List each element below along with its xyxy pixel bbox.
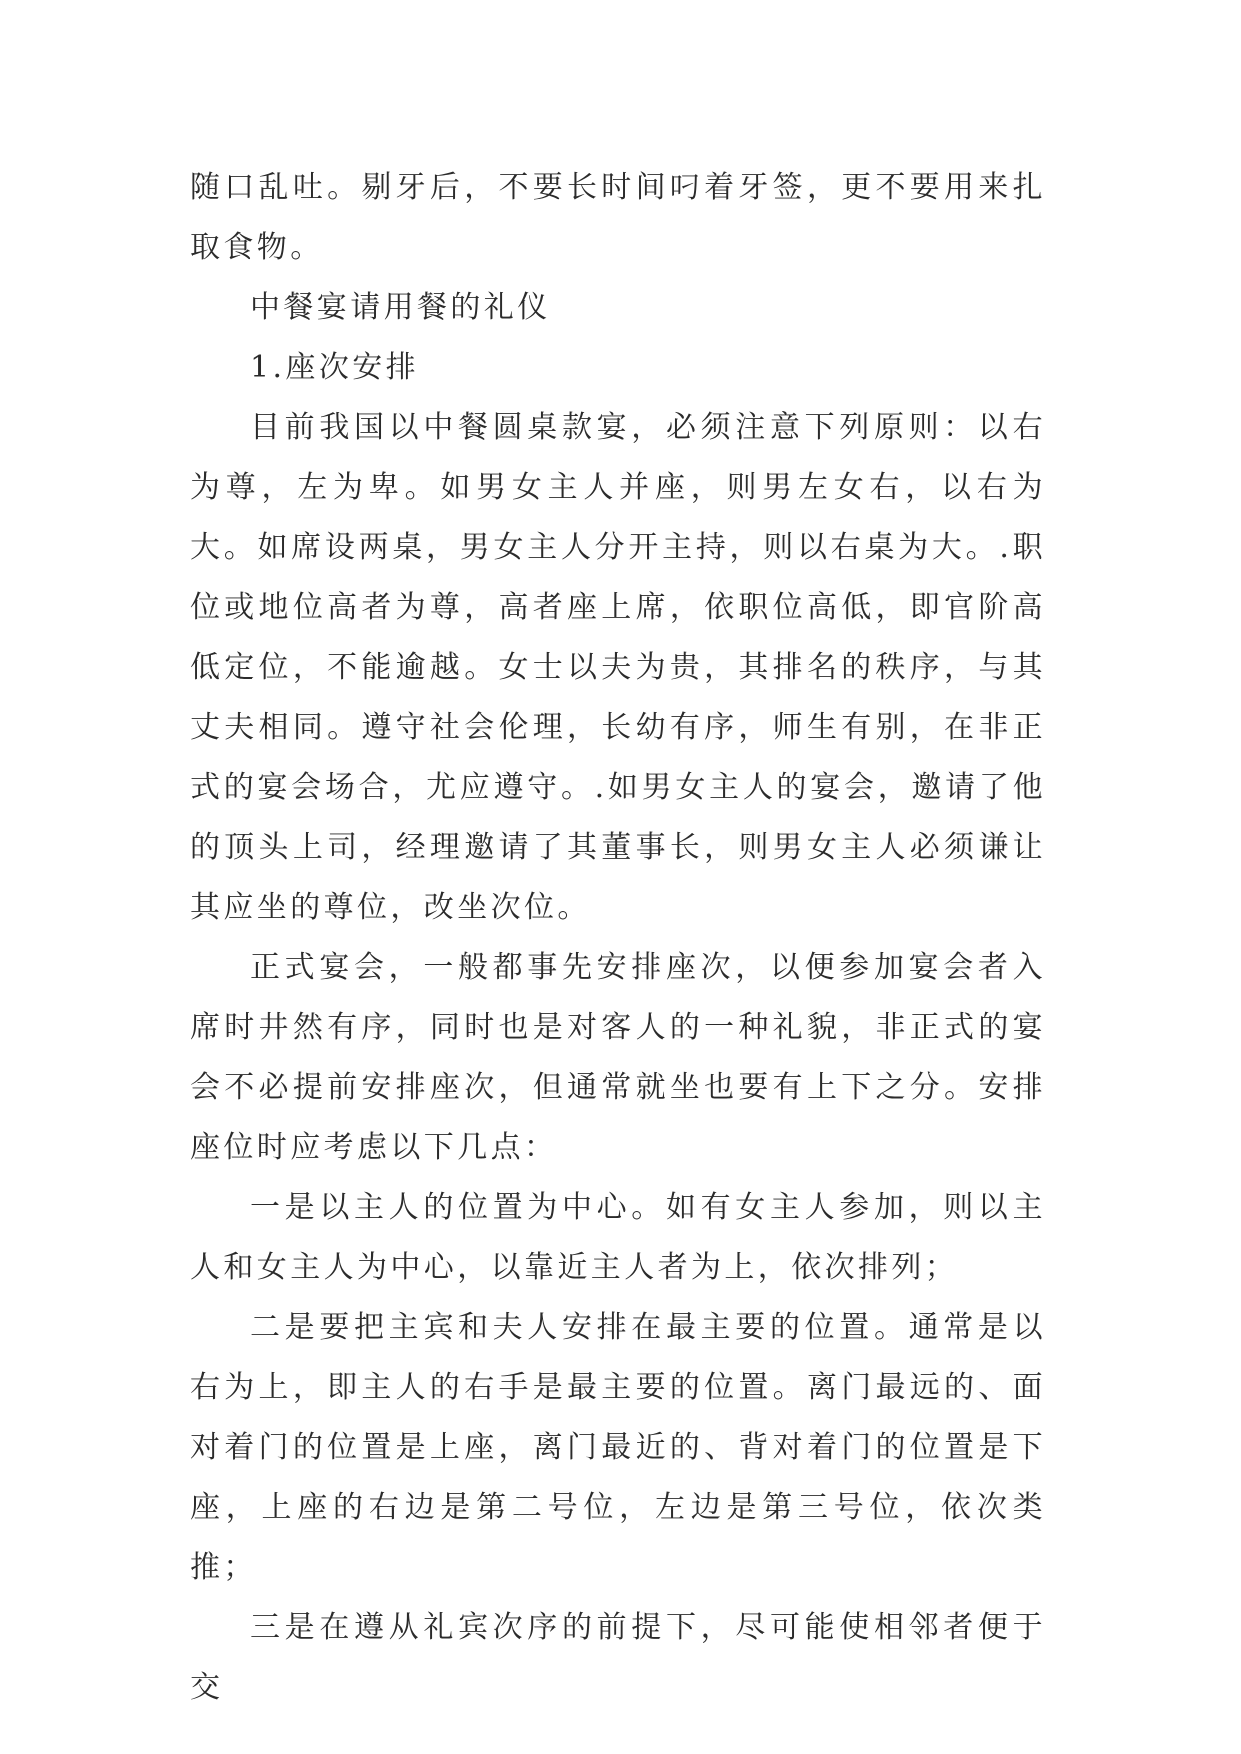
- paragraph-point-two: 二是要把主宾和夫人安排在最主要的位置。通常是以右为上，即主人的右手是最主要的位置。离门最远的、面对着门的位置是上座，离门最近的、背对着门的位置是下座，上座的右边是第二号位，左边是第三号位，依次类推；: [190, 1310, 1046, 1585]
- section-heading: 中餐宴请用餐的礼仪: [250, 290, 551, 325]
- paragraph-seating-principles: 目前我国以中餐圆桌款宴，必须注意下列原则：以右为尊，左为卑。如男女主人并座，则男左女右，以右为大。如席设两桌，男女主人分开主持，则以右桌为大。.职位或地位高者为尊，高者座上席，依职位高低，即官阶高低定位，不能逾越。女士以夫为贵，其排名的秩序，与其丈夫相同。遵守社会伦理，长幼有序，师生有别，在非正式的宴会场合，尤应遵守。.如男女主人的宴会，邀请了他的顶头上司，经理邀请了其董事长，则男女主人必须谦让其应坐的尊位，改坐次位。: [190, 410, 1046, 925]
- document-body: [190, 158, 1046, 1718]
- paragraph-continuation: 随口乱吐。剔牙后，不要长时间叼着牙签，更不要用来扎取食物。: [190, 170, 1046, 265]
- paragraph-point-three: 三是在遵从礼宾次序的前提下，尽可能使相邻者便于交: [190, 1610, 1046, 1705]
- paragraph-formal-banquet: 正式宴会，一般都事先安排座次，以便参加宴会者入席时井然有序，同时也是对客人的一种礼貌，非正式的宴会不必提前安排座次，但通常就坐也要有上下之分。安排座位时应考虑以下几点：: [190, 950, 1046, 1165]
- subsection-heading: 1.座次安排: [250, 350, 420, 385]
- paragraph-point-one: 一是以主人的位置为中心。如有女主人参加，则以主人和女主人为中心，以靠近主人者为上，依次排列；: [190, 1190, 1046, 1285]
